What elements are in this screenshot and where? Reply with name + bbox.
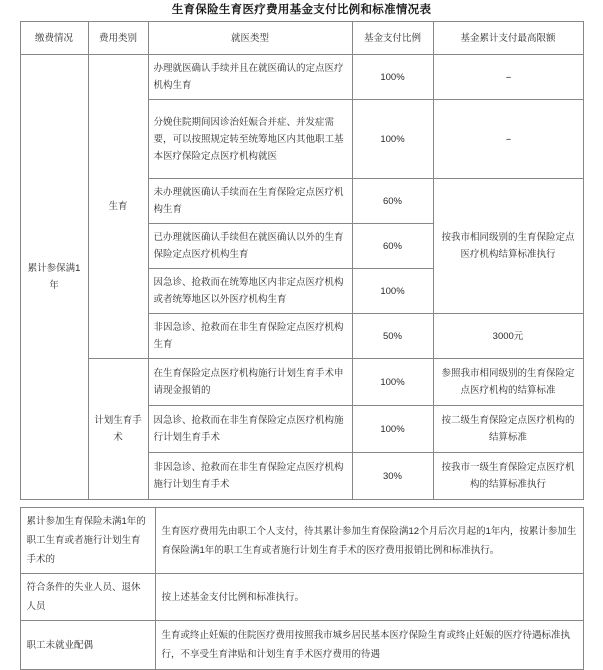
table-row xyxy=(20,508,583,574)
table-header-row xyxy=(20,22,583,55)
cell-condition: 累计参加生育保险未满1年的职工生育或者施行计划生育手术的 xyxy=(20,508,155,574)
cell-ratio: 30% xyxy=(352,453,433,500)
cell-limit: 按我市一级生育保险定点医疗机构的结算标准执行 xyxy=(433,453,583,500)
header-treatment-type: 就医类型 xyxy=(148,22,352,55)
cell-ratio: 100% xyxy=(352,269,433,314)
cell-limit: 按二级生育保险定点医疗机构的结算标准 xyxy=(433,406,583,453)
supplementary-table xyxy=(20,507,584,670)
cell-ratio: 100% xyxy=(352,359,433,406)
cell-category-family-planning: 计划生育手术 xyxy=(88,359,148,500)
cell-ratio: 100% xyxy=(352,55,433,100)
cell-treatment-type: 非因急诊、抢救而在非生育保险定点医疗机构施行计划生育手术 xyxy=(148,453,352,500)
cell-rule: 生育医疗费用先由职工个人支付，待其累计参加生育保险满12个月后次月起的1年内，按累计参加生育保险满1年的职工生育或者施行计划生育手术的医疗费用报销比例和标准执行。 xyxy=(155,508,583,574)
table-row xyxy=(20,359,583,406)
cell-rule: 生育或终止妊娠的住院医疗费用按照我市城乡居民基本医疗保险生育或终止妊娠的医疗待遇标准执行，不享受生育津贴和计划生育手术医疗费用的待遇 xyxy=(155,621,583,670)
cell-limit-merged: 按我市相同级别的生育保险定点医疗机构结算标准执行 xyxy=(433,179,583,314)
supplementary-table-body xyxy=(20,508,583,670)
cell-condition: 符合条件的失业人员、退休人员 xyxy=(20,574,155,621)
header-payment-ratio: 基金支付比例 xyxy=(352,22,433,55)
cell-limit: 参照我市相同级别的生育保险定点医疗机构的结算标准 xyxy=(433,359,583,406)
table-row xyxy=(20,621,583,670)
cell-payment-status-1year: 累计参保满1年 xyxy=(20,55,88,500)
page-title: 生育保险生育医疗费用基金支付比例和标准情况表 xyxy=(171,4,432,16)
cell-treatment-type: 办理就医确认手续并且在就医确认的定点医疗机构生育 xyxy=(148,55,352,100)
table-head xyxy=(20,22,583,55)
cell-ratio: 60% xyxy=(352,224,433,269)
cell-treatment-type: 已办理就医确认手续但在就医确认以外的生育保险定点医疗机构生育 xyxy=(148,224,352,269)
cell-condition: 职工未就业配偶 xyxy=(20,621,155,670)
table-body xyxy=(20,55,583,500)
table-row xyxy=(20,55,583,100)
cell-treatment-type: 在生育保险定点医疗机构施行计划生育手术申请现金报销的 xyxy=(148,359,352,406)
header-payment-status: 缴费情况 xyxy=(20,22,88,55)
cell-limit: 3000元 xyxy=(433,314,583,359)
table-row xyxy=(20,574,583,621)
cell-treatment-type: 非因急诊、抢救而在非生育保险定点医疗机构生育 xyxy=(148,314,352,359)
cell-ratio: 50% xyxy=(352,314,433,359)
cell-treatment-type: 因急诊、抢救而在统筹地区内非定点医疗机构或者统筹地区以外医疗机构生育 xyxy=(148,269,352,314)
cell-rule: 按上述基金支付比例和标准执行。 xyxy=(155,574,583,621)
cell-ratio: 100% xyxy=(352,406,433,453)
cell-ratio: 60% xyxy=(352,179,433,224)
table-gap-divider xyxy=(0,500,603,507)
cell-category-birth: 生育 xyxy=(88,55,148,359)
header-expense-category: 费用类别 xyxy=(88,22,148,55)
cell-treatment-type: 未办理就医确认手续而在生育保险定点医疗机构生育 xyxy=(148,179,352,224)
cell-treatment-type: 分娩住院期间因诊治妊娠合并症、并发症需要，可以按照规定转至统筹地区内其他职工基本医疗保险定点医疗机构就医 xyxy=(148,100,352,179)
main-table xyxy=(20,21,584,500)
cell-treatment-type: 因急诊、抢救而在非生育保险定点医疗机构施行计划生育手术 xyxy=(148,406,352,453)
cell-ratio: 100% xyxy=(352,100,433,179)
cell-limit: -- xyxy=(433,100,583,179)
header-max-limit: 基金累计支付最高限额 xyxy=(433,22,583,55)
cell-limit: -- xyxy=(433,55,583,100)
